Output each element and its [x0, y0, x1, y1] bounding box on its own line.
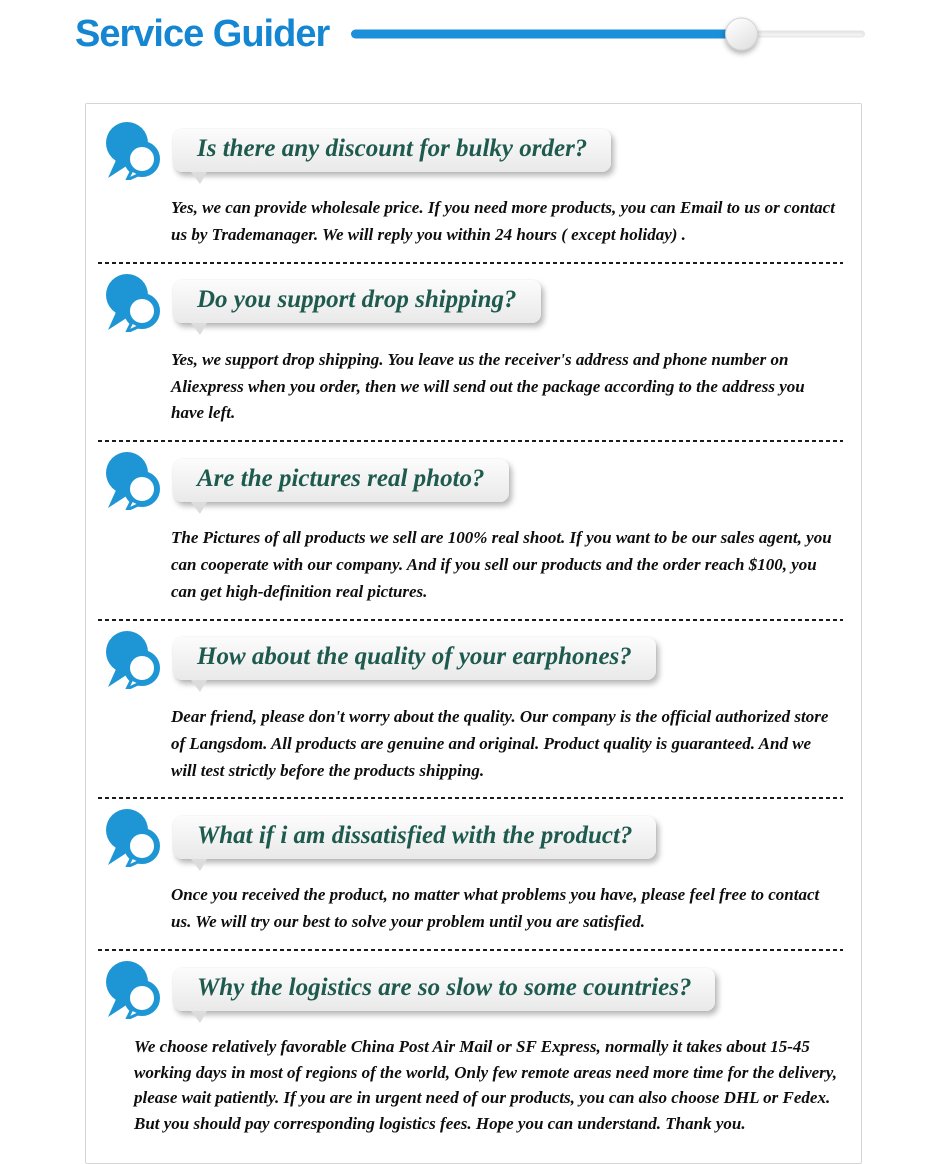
chat-bubbles-icon [101, 959, 163, 1019]
slider-fill [351, 30, 741, 39]
faq-question-row [101, 629, 861, 689]
faq-question-row [101, 272, 861, 332]
faq-answer: Once you received the product, no matter what problems you have, please feel free to contact us. We will try our best to solve your problem until you are satisfied. [171, 885, 820, 932]
question-bubble: Are the pictures real photo? [173, 459, 509, 502]
faq-item [86, 799, 861, 951]
chat-bubbles-icon [101, 629, 163, 689]
faq-question-row [101, 120, 861, 180]
faq-item [86, 951, 861, 1136]
faq-item [86, 112, 861, 264]
faq-question-row [101, 807, 861, 867]
slider-knob [725, 18, 758, 51]
faq-question-row [101, 450, 861, 510]
faq-item [86, 442, 861, 621]
question-bubble: Why the logistics are so slow to some countries? [173, 968, 715, 1011]
faq-panel [85, 103, 862, 1164]
faq-answer: Yes, we can provide wholesale price. If you need more products, you can Email to us or contact us by Trademanager. We will reply you within 24 hours ( except holiday) . [171, 198, 835, 244]
faq-item [86, 264, 861, 443]
chat-bubbles-icon [101, 450, 163, 510]
decorative-slider [351, 14, 865, 54]
chat-bubbles-icon [101, 272, 163, 332]
faq-answer: We choose relatively favorable China Post Air Mail or SF Express, normally it takes about 15-45 working days in most of regions of the world, Only few remote areas need more time for the delivery, please wait patiently. If you are in urgent need of our products, you can also choose DHL or Fedex. But you should pay corresponding logistics fees. Hope you can understand. Thank you. [134, 1037, 837, 1133]
faq-question-row [101, 959, 861, 1019]
faq-item [86, 621, 861, 800]
faq-answer: Dear friend, please don't worry about the quality. Our company is the official authorized store of Langsdom. All products are genuine and original. Product quality is guaranteed. And we will test strictly before the products shipping. [171, 706, 829, 780]
chat-bubbles-icon [101, 807, 163, 867]
page-title: Service Guider [75, 12, 330, 55]
question-bubble: Do you support drop shipping? [173, 280, 541, 323]
question-bubble: What if i am dissatisfied with the product? [173, 816, 656, 859]
faq-answer: Yes, we support drop shipping. You leave us the receiver's address and phone number on Aliexpress when you order, then we will send out the package according to the address you have left. [171, 349, 805, 423]
question-bubble: Is there any discount for bulky order? [173, 129, 611, 172]
chat-bubbles-icon [101, 120, 163, 180]
question-bubble: How about the quality of your earphones? [173, 637, 656, 680]
page-header [75, 11, 865, 57]
faq-answer: The Pictures of all products we sell are 100% real shoot. If you want to be our sales agent, you can cooperate with our company. And if you sell our products and the order reach $100, you can get high-definition real pictures. [171, 528, 832, 602]
